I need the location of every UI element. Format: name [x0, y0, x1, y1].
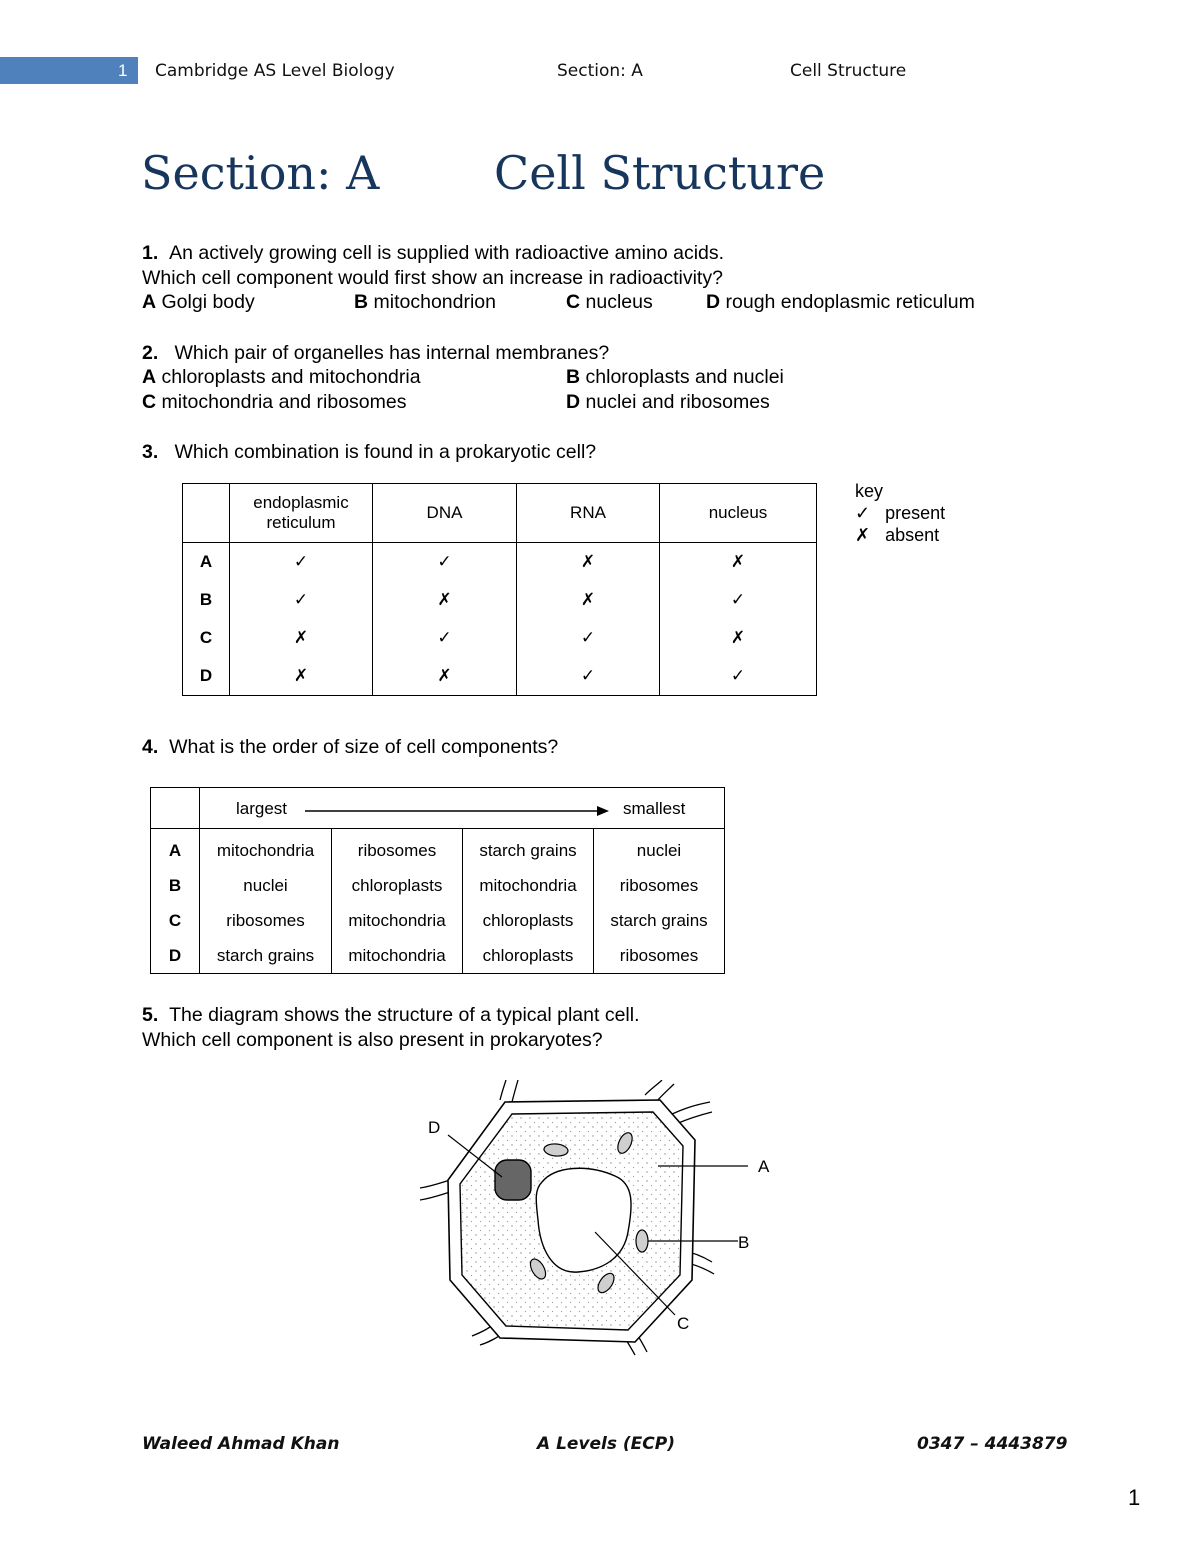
row-label: B: [168, 876, 182, 895]
question-text: What is the order of size of cell components?: [169, 736, 559, 758]
question-2: [142, 341, 609, 366]
smallest-label: smallest: [623, 799, 686, 818]
label-a: A: [758, 1157, 770, 1176]
table-cell: mitochondria: [348, 946, 446, 965]
question-number: 4.: [142, 736, 159, 758]
table-cell: ✓: [580, 628, 596, 647]
column-nucleus: [660, 543, 817, 696]
largest-label: largest: [236, 799, 288, 818]
table-cell: starch grains: [216, 946, 315, 965]
key-absent: ✗ absent: [855, 525, 940, 545]
table-cell: nuclei: [243, 876, 288, 895]
table-cell: ✓: [293, 552, 309, 571]
table-cell: ✗: [437, 590, 452, 609]
table-cell: ribosomes: [619, 876, 699, 895]
footer-author: Waleed Ahmad Khan: [142, 1434, 340, 1454]
size-column-3: [463, 829, 594, 974]
key-present: ✓ present: [855, 503, 946, 523]
question-number: 5.: [142, 1004, 159, 1026]
table-header-row: [151, 788, 725, 829]
table-cell: starch grains: [479, 841, 577, 860]
table-cell: ribosomes: [619, 946, 699, 965]
column-dna: [373, 543, 517, 696]
question-text: Which combination is found in a prokaryotic cell?: [174, 441, 597, 463]
row-label: D: [168, 946, 182, 965]
footer-level: A Levels (ECP): [537, 1434, 676, 1454]
label-b: B: [738, 1233, 750, 1252]
table-cell: ✓: [730, 666, 746, 685]
column-header: DNA: [373, 484, 517, 543]
question-5: [142, 1003, 640, 1028]
size-column-1: [200, 829, 332, 974]
table-cell: ✗: [293, 628, 309, 647]
q2-option-b: B chloroplasts and nuclei: [566, 366, 784, 388]
table-body: [183, 543, 817, 696]
size-column-4: [594, 829, 725, 974]
question-text: The diagram shows the structure of a typical plant cell.: [169, 1004, 640, 1026]
column-header: nucleus: [660, 484, 817, 543]
table-cell: chloroplasts: [482, 946, 574, 965]
nucleus: [495, 1160, 531, 1200]
q1-option-d: D rough endoplasmic reticulum: [706, 291, 975, 313]
column-header: endoplasmic reticulum: [230, 484, 373, 543]
table-header-row: [183, 484, 817, 543]
header-section: Section: A: [557, 61, 643, 81]
row-label: D: [199, 666, 213, 685]
size-column-2: [332, 829, 463, 974]
question-5-line-2: Which cell component is also present in prokaryotes?: [142, 1029, 603, 1051]
question-1: [142, 241, 724, 266]
table-cell: ✓: [293, 590, 309, 609]
table-cell: mitochondria: [348, 911, 446, 930]
table-cell: ✗: [437, 666, 452, 685]
q2-option-c: C mitochondria and ribosomes: [142, 391, 407, 413]
header-topic: Cell Structure: [790, 61, 907, 81]
table-cell: starch grains: [610, 911, 708, 930]
question-text: An actively growing cell is supplied with radioactive amino acids.: [169, 242, 725, 264]
column-er: [230, 543, 373, 696]
table-cell: chloroplasts: [351, 876, 443, 895]
arrow-right-icon: [305, 804, 610, 818]
column-header: RNA: [517, 484, 660, 543]
table-cell: ribosomes: [357, 841, 437, 860]
size-order-header: [200, 788, 725, 829]
q2-option-a: A chloroplasts and mitochondria: [142, 366, 421, 388]
question-3: [142, 440, 596, 465]
question-4: [142, 735, 558, 760]
table-corner-cell: [183, 484, 230, 543]
table-corner-cell: [151, 788, 200, 829]
table-body: [151, 829, 725, 974]
q1-option-b: B mitochondrion: [354, 291, 496, 313]
question-number: 2.: [142, 342, 159, 364]
table-cell: ✗: [730, 628, 746, 647]
table-key: [855, 480, 945, 546]
row-labels: [183, 543, 230, 696]
prokaryote-table: [182, 483, 817, 696]
footer-phone: 0347 – 4443879: [917, 1434, 1068, 1454]
label-c: C: [677, 1314, 690, 1333]
page-number: 1: [1128, 1485, 1141, 1510]
question-1-line-2: Which cell component would first show an increase in radioactivity?: [142, 267, 723, 289]
plant-cell-diagram: [420, 1080, 800, 1360]
row-labels: [151, 829, 200, 974]
table-cell: ✓: [580, 666, 596, 685]
q1-option-a: A Golgi body: [142, 291, 255, 313]
table-cell: ✓: [437, 628, 452, 647]
table-cell: mitochondria: [479, 876, 577, 895]
table-cell: ✗: [580, 552, 596, 571]
question-number: 1.: [142, 242, 159, 264]
table-cell: mitochondria: [216, 841, 315, 860]
header-course: Cambridge AS Level Biology: [155, 61, 395, 81]
question-text: Which pair of organelles has internal membranes?: [174, 342, 610, 364]
page-title-topic: Cell Structure: [494, 146, 826, 200]
table-cell: ✗: [293, 666, 309, 685]
table-cell: chloroplasts: [482, 911, 574, 930]
row-label: C: [168, 911, 182, 930]
table-cell: ✓: [730, 590, 746, 609]
row-label: A: [199, 552, 213, 571]
column-rna: [517, 543, 660, 696]
header-page-number: 1: [118, 61, 128, 80]
table-cell: ribosomes: [226, 911, 305, 930]
label-d: D: [428, 1118, 441, 1137]
table-cell: ✗: [580, 590, 596, 609]
row-label: B: [199, 590, 213, 609]
page-title-section: Section: A: [141, 146, 380, 200]
row-label: C: [199, 628, 213, 647]
key-title: key: [855, 481, 884, 501]
row-label: A: [168, 841, 182, 860]
table-cell: ✗: [730, 552, 746, 571]
table-cell: nuclei: [636, 841, 682, 860]
table-cell: ✓: [437, 552, 452, 571]
q1-option-c: C nucleus: [566, 291, 653, 313]
size-order-table: [150, 787, 725, 974]
q2-option-d: D nuclei and ribosomes: [566, 391, 770, 413]
question-number: 3.: [142, 441, 159, 463]
